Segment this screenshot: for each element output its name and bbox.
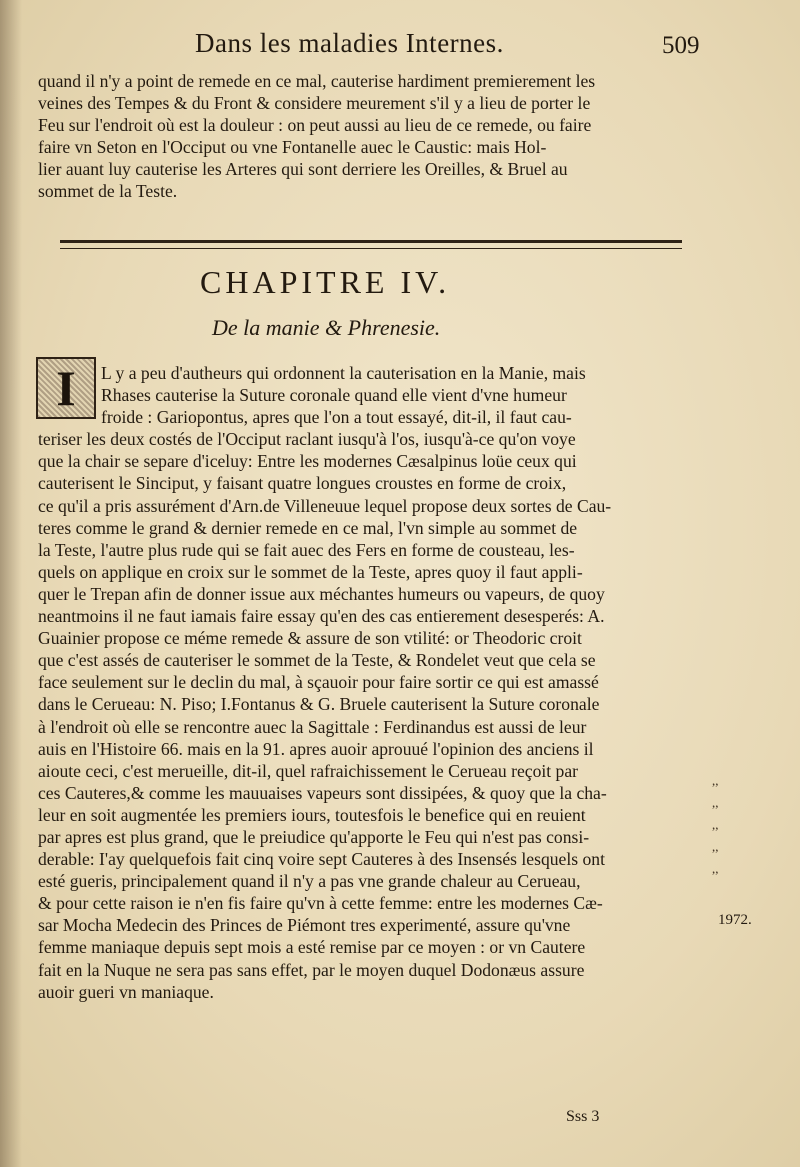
text-line: esté gueris, principalement quand il n'y a pas vne grande chaleur au Cerueau, xyxy=(38,871,581,892)
text-line: cauterisent le Sinciput, y faisant quatre longues croustes en forme de croix, xyxy=(38,473,567,494)
text-line: que la chair se separe d'iceluy: Entre les modernes Cæsalpinus loüe ceux qui xyxy=(38,451,577,472)
ornamental-rule xyxy=(60,240,682,249)
text-line: Feu sur l'endroit où est la douleur : on peut aussi au lieu de ce remede, ou faire xyxy=(38,115,592,136)
top-paragraph xyxy=(38,70,706,203)
text-line: & pour cette raison ie n'en fis faire qu'vn à cette femme: entre les modernes Cæ- xyxy=(38,893,603,914)
text-line: aioute ceci, c'est merueille, dit-il, quel rafraichissement le Cerueau reçoit par xyxy=(38,760,579,781)
text-line: Guainier propose ce méme remede & assure de son vtilité: or Theodoric croit xyxy=(38,628,582,649)
text-line: teres comme le grand & dernier remede en ce mal, l'vn simple au sommet de xyxy=(38,517,578,538)
page-number: 509 xyxy=(662,32,700,59)
text-line: fait en la Nuque ne sera pas sans effet, par le moyen duquel Dodonæus assure xyxy=(38,959,585,980)
text-line: faire vn Seton en l'Occiput ou vne Fontanelle auec le Caustic: mais Hol- xyxy=(38,137,547,158)
text-line: Rhases cauterise la Suture coronale quand elle vient d'vne humeur xyxy=(101,385,567,406)
text-line: L y a peu d'autheurs qui ordonnent la cauterisation en la Manie, mais xyxy=(101,363,586,383)
text-line: sommet de la Teste. xyxy=(38,181,178,202)
running-title: Dans les maladies Internes. xyxy=(195,28,504,58)
margin-number: 1972. xyxy=(718,912,752,928)
quote-mark: ,, xyxy=(712,817,719,833)
quote-mark: ,, xyxy=(712,861,719,877)
margin-quote-marks xyxy=(712,770,752,880)
quote-mark: ,, xyxy=(712,839,719,855)
chapter-subtitle: De la manie & Phrenesie. xyxy=(212,315,441,340)
main-paragraph xyxy=(38,362,706,1003)
initial-letter: I xyxy=(38,359,94,417)
text-line: face seulement sur le declin du mal, à sçauoir pour faire sortir ce qui est amassé xyxy=(38,672,599,693)
text-line: teriser les deux costés de l'Occiput raclant iusqu'à l'os, iusqu'à-ce qu'on voye xyxy=(38,429,576,450)
text-line: dans le Cerueau: N. Piso; I.Fontanus & G. Bruele cauterisent la Suture coronale xyxy=(38,694,600,715)
chapter-heading: CHAPITRE IV. xyxy=(200,264,451,300)
text-line: ce qu'il a pris assurément d'Arn.de Villeneuue lequel propose deux sortes de Cau- xyxy=(38,495,612,516)
quote-mark: ,, xyxy=(712,773,719,788)
running-head xyxy=(0,22,800,62)
text-line: quand il n'y a point de remede en ce mal, cauterise hardiment premierement les xyxy=(38,71,596,91)
text-line: que c'est assés de cauteriser le sommet de la Teste, & Rondelet veut que cela se xyxy=(38,650,596,671)
signature-mark: Sss 3 xyxy=(566,1108,600,1125)
gutter-shadow xyxy=(0,0,22,1167)
text-line: veines des Tempes & du Front & considere meurement s'il y a lieu de porter le xyxy=(38,93,591,114)
text-line: derable: I'ay quelquefois fait cinq voire sept Cauteres à des Insensés lesquels ont xyxy=(38,849,605,870)
quote-mark: ,, xyxy=(712,795,719,811)
text-line: la Teste, l'autre plus rude qui se fait auec des Fers en forme de cousteau, les- xyxy=(38,539,575,560)
text-line: quels on applique en croix sur le sommet de la Teste, apres quoy il faut appli- xyxy=(38,561,583,582)
text-line: à l'endroit où elle se rencontre auec la Sagittale : Ferdinandus est aussi de leur xyxy=(38,716,587,737)
text-line: lier auant luy cauterise les Arteres qui sont derriere les Oreilles, & Bruel au xyxy=(38,159,568,180)
text-line: sar Mocha Medecin des Princes de Piémont tres experimenté, assure qu'vne xyxy=(38,915,571,936)
text-line: ces Cauteres,& comme les mauuaises vapeurs sont dissipées, & quoy que la cha- xyxy=(38,782,607,803)
text-line: leur en soit augmentée les premiers iours, toutesfois le benefice qui en reuient xyxy=(38,804,586,825)
text-line: neantmoins il ne faut iamais faire essay qu'en des cas entierement desesperés: A. xyxy=(38,606,605,627)
text-line: par apres est plus grand, que le preiudice qu'apporte le Feu qui n'est pas consi- xyxy=(38,826,590,847)
text-line: froide : Gariopontus, apres que l'on a tout essayé, dit-il, il faut cau- xyxy=(101,407,572,428)
text-line: auis en l'Histoire 66. mais en la 91. apres auoir aprouué l'opinion des anciens il xyxy=(38,738,594,759)
text-line: femme maniaque depuis sept mois a esté remise par ce moyen : or vn Cautere xyxy=(38,937,586,958)
text-line: auoir gueri vn maniaque. xyxy=(38,981,214,1002)
text-line: quer le Trepan afin de donner issue aux méchantes humeurs ou vapeurs, de quoy xyxy=(38,583,605,604)
